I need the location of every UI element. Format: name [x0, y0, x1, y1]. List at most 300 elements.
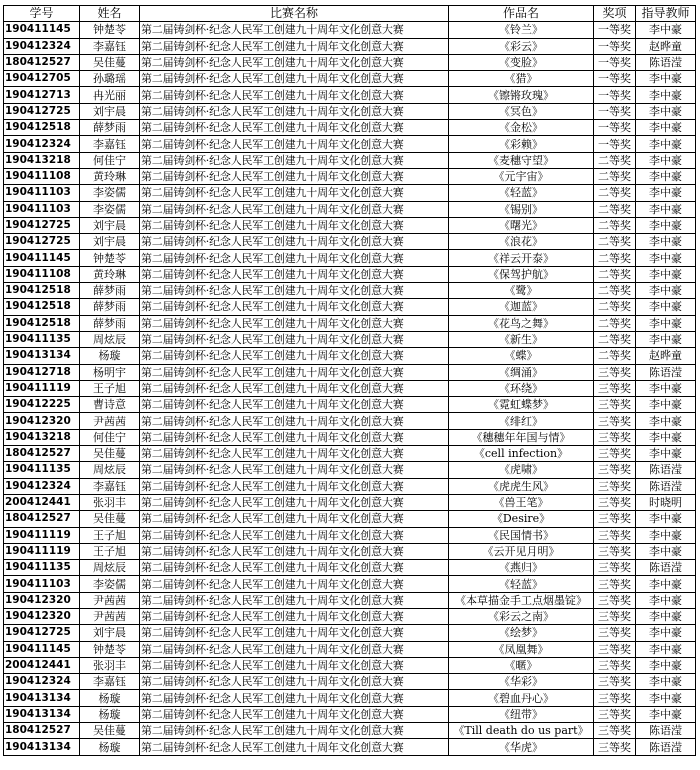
cell-work-title: 《轻蓝》 [449, 185, 594, 201]
cell-work-title: 《云开见月明》 [449, 543, 594, 559]
cell-student-id: 190413134 [4, 690, 80, 706]
cell-award: 二等奖 [594, 283, 636, 299]
cell-name: 薛梦雨 [80, 315, 140, 331]
cell-advisor: 李中豪 [636, 136, 696, 152]
cell-competition: 第二届铸剑杯·纪念人民军工创建九十周年文化创意大赛 [140, 462, 449, 478]
cell-student-id: 190412518 [4, 299, 80, 315]
cell-work-title: 《Desire》 [449, 511, 594, 527]
cell-student-id: 190411135 [4, 331, 80, 347]
cell-work-title: 《华彩》 [449, 674, 594, 690]
cell-student-id: 190412320 [4, 608, 80, 624]
cell-award: 一等奖 [594, 22, 636, 38]
cell-work-title: 《绘梦》 [449, 625, 594, 641]
cell-name: 王子旭 [80, 527, 140, 543]
cell-advisor: 李中豪 [636, 608, 696, 624]
table-row [4, 136, 696, 152]
cell-award: 三等奖 [594, 625, 636, 641]
cell-name: 李姿儒 [80, 185, 140, 201]
cell-advisor: 李中豪 [636, 234, 696, 250]
cell-competition: 第二届铸剑杯·纪念人民军工创建九十周年文化创意大赛 [140, 690, 449, 706]
cell-advisor: 陈语滢 [636, 560, 696, 576]
cell-student-id: 190412725 [4, 234, 80, 250]
table-row [4, 87, 696, 103]
cell-student-id: 190412225 [4, 397, 80, 413]
cell-name: 李嘉钰 [80, 38, 140, 54]
cell-advisor: 李中豪 [636, 543, 696, 559]
cell-work-title: 《Till death do us part》 [449, 723, 594, 739]
cell-award: 三等奖 [594, 543, 636, 559]
table-row [4, 331, 696, 347]
table-row [4, 494, 696, 510]
cell-advisor: 赵晔童 [636, 38, 696, 54]
cell-competition: 第二届铸剑杯·纪念人民军工创建九十周年文化创意大赛 [140, 576, 449, 592]
cell-competition: 第二届铸剑杯·纪念人民军工创建九十周年文化创意大赛 [140, 250, 449, 266]
table-row [4, 299, 696, 315]
cell-work-title: 《花鸟之舞》 [449, 315, 594, 331]
cell-name: 周炫辰 [80, 331, 140, 347]
cell-competition: 第二届铸剑杯·纪念人民军工创建九十周年文化创意大赛 [140, 152, 449, 168]
cell-name: 吴佳蔓 [80, 54, 140, 70]
header-competition: 比赛名称 [140, 6, 449, 22]
cell-advisor: 李中豪 [636, 380, 696, 396]
cell-student-id: 190411119 [4, 380, 80, 396]
cell-name: 薛梦雨 [80, 283, 140, 299]
cell-work-title: 《金松》 [449, 120, 594, 136]
cell-award: 三等奖 [594, 657, 636, 673]
header-advisor: 指导教师 [636, 6, 696, 22]
cell-award: 三等奖 [594, 446, 636, 462]
cell-work-title: 《祥云开泰》 [449, 250, 594, 266]
cell-advisor: 李中豪 [636, 201, 696, 217]
table-row [4, 54, 696, 70]
cell-name: 李姿儒 [80, 201, 140, 217]
cell-student-id: 190411119 [4, 543, 80, 559]
cell-advisor: 李中豪 [636, 674, 696, 690]
cell-work-title: 《霓虹蝶梦》 [449, 397, 594, 413]
cell-advisor: 李中豪 [636, 71, 696, 87]
cell-award: 三等奖 [594, 592, 636, 608]
cell-name: 周炫辰 [80, 560, 140, 576]
cell-award: 三等奖 [594, 641, 636, 657]
cell-name: 钟楚苓 [80, 641, 140, 657]
cell-competition: 第二届铸剑杯·纪念人民军工创建九十周年文化创意大赛 [140, 315, 449, 331]
cell-name: 杨璇 [80, 348, 140, 364]
cell-competition: 第二届铸剑杯·纪念人民军工创建九十周年文化创意大赛 [140, 625, 449, 641]
cell-work-title: 《兽王笔》 [449, 494, 594, 510]
cell-competition: 第二届铸剑杯·纪念人民军工创建九十周年文化创意大赛 [140, 723, 449, 739]
cell-name: 刘宇晨 [80, 103, 140, 119]
cell-competition: 第二届铸剑杯·纪念人民军工创建九十周年文化创意大赛 [140, 429, 449, 445]
cell-name: 刘宇晨 [80, 625, 140, 641]
cell-name: 王子旭 [80, 543, 140, 559]
cell-student-id: 190412718 [4, 364, 80, 380]
cell-competition: 第二届铸剑杯·纪念人民军工创建九十周年文化创意大赛 [140, 217, 449, 233]
cell-student-id: 190413218 [4, 152, 80, 168]
cell-award: 二等奖 [594, 266, 636, 282]
cell-name: 薛梦雨 [80, 120, 140, 136]
table-row [4, 674, 696, 690]
cell-advisor: 李中豪 [636, 299, 696, 315]
header-name: 姓名 [80, 6, 140, 22]
cell-work-title: 《保驾护航》 [449, 266, 594, 282]
cell-advisor: 陈语滢 [636, 364, 696, 380]
cell-work-title: 《浪花》 [449, 234, 594, 250]
table-row [4, 217, 696, 233]
cell-work-title: 《虎啸》 [449, 462, 594, 478]
cell-student-id: 190412518 [4, 120, 80, 136]
cell-work-title: 《猎》 [449, 71, 594, 87]
cell-advisor: 李中豪 [636, 706, 696, 722]
cell-student-id: 190413134 [4, 706, 80, 722]
cell-work-title: 《镲锵玫瑰》 [449, 87, 594, 103]
cell-name: 何佳宁 [80, 429, 140, 445]
cell-advisor: 李中豪 [636, 266, 696, 282]
cell-award: 一等奖 [594, 71, 636, 87]
cell-award: 二等奖 [594, 250, 636, 266]
cell-work-title: 《环绕》 [449, 380, 594, 396]
table-row [4, 739, 696, 755]
cell-award: 三等奖 [594, 511, 636, 527]
cell-award: 三等奖 [594, 527, 636, 543]
cell-competition: 第二届铸剑杯·纪念人民军工创建九十周年文化创意大赛 [140, 739, 449, 755]
cell-name: 曹诗意 [80, 397, 140, 413]
award-table [3, 5, 696, 756]
table-row [4, 250, 696, 266]
table-row [4, 462, 696, 478]
cell-student-id: 180412527 [4, 54, 80, 70]
cell-award: 三等奖 [594, 429, 636, 445]
cell-name: 李姿儒 [80, 576, 140, 592]
cell-award: 三等奖 [594, 413, 636, 429]
cell-work-title: 《华虎》 [449, 739, 594, 755]
cell-student-id: 190411145 [4, 250, 80, 266]
cell-competition: 第二届铸剑杯·纪念人民军工创建九十周年文化创意大赛 [140, 120, 449, 136]
cell-name: 张羽丰 [80, 494, 140, 510]
cell-name: 张羽丰 [80, 657, 140, 673]
cell-name: 黄玲琳 [80, 266, 140, 282]
cell-competition: 第二届铸剑杯·纪念人民军工创建九十周年文化创意大赛 [140, 706, 449, 722]
cell-student-id: 190411135 [4, 462, 80, 478]
cell-student-id: 190412713 [4, 87, 80, 103]
cell-advisor: 李中豪 [636, 22, 696, 38]
cell-name: 黄玲琳 [80, 168, 140, 184]
cell-student-id: 190412320 [4, 592, 80, 608]
cell-name: 尹茜茜 [80, 413, 140, 429]
table-row [4, 185, 696, 201]
cell-name: 周炫辰 [80, 462, 140, 478]
cell-student-id: 190411108 [4, 168, 80, 184]
table-row [4, 266, 696, 282]
cell-award: 三等奖 [594, 723, 636, 739]
table-row [4, 413, 696, 429]
cell-name: 吴佳蔓 [80, 446, 140, 462]
table-row [4, 283, 696, 299]
cell-work-title: 《绯红》 [449, 413, 594, 429]
cell-advisor: 陈语滢 [636, 723, 696, 739]
cell-work-title: 《元宇宙》 [449, 168, 594, 184]
cell-advisor: 李中豪 [636, 250, 696, 266]
cell-competition: 第二届铸剑杯·纪念人民军工创建九十周年文化创意大赛 [140, 364, 449, 380]
table-row [4, 560, 696, 576]
cell-student-id: 190413134 [4, 739, 80, 755]
cell-advisor: 陈语滢 [636, 478, 696, 494]
cell-advisor: 李中豪 [636, 625, 696, 641]
cell-name: 杨明宇 [80, 364, 140, 380]
cell-competition: 第二届铸剑杯·纪念人民军工创建九十周年文化创意大赛 [140, 22, 449, 38]
cell-advisor: 李中豪 [636, 120, 696, 136]
cell-work-title: 《新生》 [449, 331, 594, 347]
table-row [4, 429, 696, 445]
cell-award: 二等奖 [594, 201, 636, 217]
cell-competition: 第二届铸剑杯·纪念人民军工创建九十周年文化创意大赛 [140, 299, 449, 315]
cell-award: 三等奖 [594, 739, 636, 755]
cell-award: 二等奖 [594, 348, 636, 364]
cell-competition: 第二届铸剑杯·纪念人民军工创建九十周年文化创意大赛 [140, 348, 449, 364]
cell-award: 一等奖 [594, 136, 636, 152]
table-row [4, 657, 696, 673]
cell-competition: 第二届铸剑杯·纪念人民军工创建九十周年文化创意大赛 [140, 54, 449, 70]
table-row [4, 723, 696, 739]
cell-work-title: 《轻蓝》 [449, 576, 594, 592]
cell-work-title: 《穗穗年年国与情》 [449, 429, 594, 445]
cell-advisor: 时晓明 [636, 494, 696, 510]
cell-competition: 第二届铸剑杯·纪念人民军工创建九十周年文化创意大赛 [140, 38, 449, 54]
cell-advisor: 李中豪 [636, 641, 696, 657]
cell-work-title: 《彩云》 [449, 38, 594, 54]
table-row [4, 527, 696, 543]
cell-work-title: 《彩云之南》 [449, 608, 594, 624]
cell-advisor: 李中豪 [636, 283, 696, 299]
cell-award: 二等奖 [594, 185, 636, 201]
table-row [4, 201, 696, 217]
cell-award: 一等奖 [594, 38, 636, 54]
cell-work-title: 《曙光》 [449, 217, 594, 233]
cell-student-id: 200412441 [4, 657, 80, 673]
table-row [4, 478, 696, 494]
cell-award: 三等奖 [594, 397, 636, 413]
cell-award: 一等奖 [594, 120, 636, 136]
cell-competition: 第二届铸剑杯·纪念人民军工创建九十周年文化创意大赛 [140, 446, 449, 462]
cell-name: 杨璇 [80, 690, 140, 706]
cell-student-id: 190412324 [4, 38, 80, 54]
cell-work-title: 《冥色》 [449, 103, 594, 119]
table-row [4, 543, 696, 559]
cell-name: 尹茜茜 [80, 608, 140, 624]
cell-student-id: 190412518 [4, 315, 80, 331]
cell-advisor: 李中豪 [636, 397, 696, 413]
cell-student-id: 190411103 [4, 185, 80, 201]
cell-work-title: 《彩赖》 [449, 136, 594, 152]
cell-work-title: 《虎虎生风》 [449, 478, 594, 494]
cell-student-id: 190412320 [4, 413, 80, 429]
cell-advisor: 李中豪 [636, 576, 696, 592]
table-row [4, 511, 696, 527]
cell-competition: 第二届铸剑杯·纪念人民军工创建九十周年文化创意大赛 [140, 87, 449, 103]
header-row [4, 6, 696, 22]
table-row [4, 71, 696, 87]
cell-work-title: 《锡别》 [449, 201, 594, 217]
table-row [4, 641, 696, 657]
cell-student-id: 190412705 [4, 71, 80, 87]
cell-work-title: 《暱》 [449, 657, 594, 673]
cell-work-title: 《本草描金手工点烟墨锭》 [449, 592, 594, 608]
table-row [4, 625, 696, 641]
table-row [4, 103, 696, 119]
cell-student-id: 190413134 [4, 348, 80, 364]
cell-competition: 第二届铸剑杯·纪念人民军工创建九十周年文化创意大赛 [140, 136, 449, 152]
cell-advisor: 李中豪 [636, 168, 696, 184]
cell-competition: 第二届铸剑杯·纪念人民军工创建九十周年文化创意大赛 [140, 71, 449, 87]
cell-student-id: 190412518 [4, 283, 80, 299]
cell-student-id: 200412441 [4, 494, 80, 510]
cell-competition: 第二届铸剑杯·纪念人民军工创建九十周年文化创意大赛 [140, 592, 449, 608]
cell-award: 一等奖 [594, 87, 636, 103]
cell-student-id: 190413218 [4, 429, 80, 445]
cell-competition: 第二届铸剑杯·纪念人民军工创建九十周年文化创意大赛 [140, 494, 449, 510]
cell-work-title: 《碧血丹心》 [449, 690, 594, 706]
cell-competition: 第二届铸剑杯·纪念人民军工创建九十周年文化创意大赛 [140, 674, 449, 690]
cell-work-title: 《鹭》 [449, 283, 594, 299]
cell-student-id: 190412725 [4, 217, 80, 233]
cell-name: 杨璇 [80, 739, 140, 755]
cell-name: 尹茜茜 [80, 592, 140, 608]
cell-award: 三等奖 [594, 674, 636, 690]
cell-competition: 第二届铸剑杯·纪念人民军工创建九十周年文化创意大赛 [140, 560, 449, 576]
cell-name: 薛梦雨 [80, 299, 140, 315]
table-row [4, 592, 696, 608]
table-row [4, 446, 696, 462]
cell-name: 吴佳蔓 [80, 723, 140, 739]
cell-work-title: 《铃兰》 [449, 22, 594, 38]
cell-student-id: 190412324 [4, 136, 80, 152]
cell-competition: 第二届铸剑杯·纪念人民军工创建九十周年文化创意大赛 [140, 527, 449, 543]
cell-name: 冉光丽 [80, 87, 140, 103]
table-row [4, 120, 696, 136]
cell-advisor: 李中豪 [636, 331, 696, 347]
cell-award: 一等奖 [594, 103, 636, 119]
table-row [4, 706, 696, 722]
cell-competition: 第二届铸剑杯·纪念人民军工创建九十周年文化创意大赛 [140, 608, 449, 624]
table-row [4, 315, 696, 331]
cell-work-title: 《cell infection》 [449, 446, 594, 462]
cell-award: 二等奖 [594, 168, 636, 184]
cell-advisor: 李中豪 [636, 87, 696, 103]
cell-advisor: 李中豪 [636, 315, 696, 331]
cell-competition: 第二届铸剑杯·纪念人民军工创建九十周年文化创意大赛 [140, 201, 449, 217]
table-row [4, 168, 696, 184]
cell-competition: 第二届铸剑杯·纪念人民军工创建九十周年文化创意大赛 [140, 185, 449, 201]
cell-competition: 第二届铸剑杯·纪念人民军工创建九十周年文化创意大赛 [140, 511, 449, 527]
cell-award: 三等奖 [594, 560, 636, 576]
cell-advisor: 李中豪 [636, 592, 696, 608]
cell-award: 二等奖 [594, 299, 636, 315]
cell-student-id: 180412527 [4, 723, 80, 739]
header-student-id: 学号 [4, 6, 80, 22]
cell-name: 王子旭 [80, 380, 140, 396]
table-row [4, 608, 696, 624]
cell-advisor: 李中豪 [636, 446, 696, 462]
cell-competition: 第二届铸剑杯·纪念人民军工创建九十周年文化创意大赛 [140, 266, 449, 282]
table-row [4, 690, 696, 706]
cell-work-title: 《麦穗守望》 [449, 152, 594, 168]
cell-work-title: 《燕归》 [449, 560, 594, 576]
cell-work-title: 《凤凰舞》 [449, 641, 594, 657]
cell-advisor: 陈语滢 [636, 462, 696, 478]
table-row [4, 234, 696, 250]
cell-name: 杨璇 [80, 706, 140, 722]
cell-name: 刘宇晨 [80, 234, 140, 250]
cell-name: 何佳宁 [80, 152, 140, 168]
cell-award: 二等奖 [594, 315, 636, 331]
cell-advisor: 陈语滢 [636, 739, 696, 755]
table-row [4, 22, 696, 38]
cell-competition: 第二届铸剑杯·纪念人民军工创建九十周年文化创意大赛 [140, 168, 449, 184]
cell-student-id: 190411145 [4, 641, 80, 657]
cell-work-title: 《绸涌》 [449, 364, 594, 380]
cell-award: 一等奖 [594, 54, 636, 70]
table-row [4, 380, 696, 396]
cell-student-id: 190412324 [4, 478, 80, 494]
cell-award: 三等奖 [594, 364, 636, 380]
cell-award: 三等奖 [594, 478, 636, 494]
cell-name: 钟楚苓 [80, 22, 140, 38]
cell-award: 三等奖 [594, 576, 636, 592]
cell-work-title: 《迦蓝》 [449, 299, 594, 315]
cell-name: 钟楚苓 [80, 250, 140, 266]
cell-award: 三等奖 [594, 462, 636, 478]
cell-competition: 第二届铸剑杯·纪念人民军工创建九十周年文化创意大赛 [140, 397, 449, 413]
cell-name: 吴佳蔓 [80, 511, 140, 527]
cell-student-id: 190411119 [4, 527, 80, 543]
cell-competition: 第二届铸剑杯·纪念人民军工创建九十周年文化创意大赛 [140, 478, 449, 494]
cell-award: 三等奖 [594, 690, 636, 706]
cell-competition: 第二届铸剑杯·纪念人民军工创建九十周年文化创意大赛 [140, 380, 449, 396]
cell-work-title: 《民国情书》 [449, 527, 594, 543]
header-work-title: 作品名 [449, 6, 594, 22]
cell-competition: 第二届铸剑杯·纪念人民军工创建九十周年文化创意大赛 [140, 641, 449, 657]
cell-student-id: 190411135 [4, 560, 80, 576]
table-row [4, 364, 696, 380]
table-row [4, 397, 696, 413]
cell-student-id: 190412725 [4, 103, 80, 119]
cell-competition: 第二届铸剑杯·纪念人民军工创建九十周年文化创意大赛 [140, 331, 449, 347]
cell-advisor: 李中豪 [636, 103, 696, 119]
cell-advisor: 李中豪 [636, 690, 696, 706]
cell-work-title: 《变脸》 [449, 54, 594, 70]
header-award: 奖项 [594, 6, 636, 22]
cell-advisor: 赵晔童 [636, 348, 696, 364]
table-row [4, 348, 696, 364]
cell-advisor: 李中豪 [636, 527, 696, 543]
cell-competition: 第二届铸剑杯·纪念人民军工创建九十周年文化创意大赛 [140, 657, 449, 673]
cell-student-id: 190412725 [4, 625, 80, 641]
cell-award: 二等奖 [594, 152, 636, 168]
cell-student-id: 190411108 [4, 266, 80, 282]
cell-award: 二等奖 [594, 331, 636, 347]
cell-advisor: 陈语滢 [636, 54, 696, 70]
cell-advisor: 李中豪 [636, 152, 696, 168]
cell-student-id: 180412527 [4, 446, 80, 462]
cell-advisor: 李中豪 [636, 429, 696, 445]
cell-competition: 第二届铸剑杯·纪念人民军工创建九十周年文化创意大赛 [140, 234, 449, 250]
cell-award: 三等奖 [594, 380, 636, 396]
cell-name: 李嘉钰 [80, 478, 140, 494]
cell-name: 李嘉钰 [80, 674, 140, 690]
cell-award: 三等奖 [594, 706, 636, 722]
table-row [4, 38, 696, 54]
cell-advisor: 李中豪 [636, 185, 696, 201]
cell-work-title: 《纽带》 [449, 706, 594, 722]
